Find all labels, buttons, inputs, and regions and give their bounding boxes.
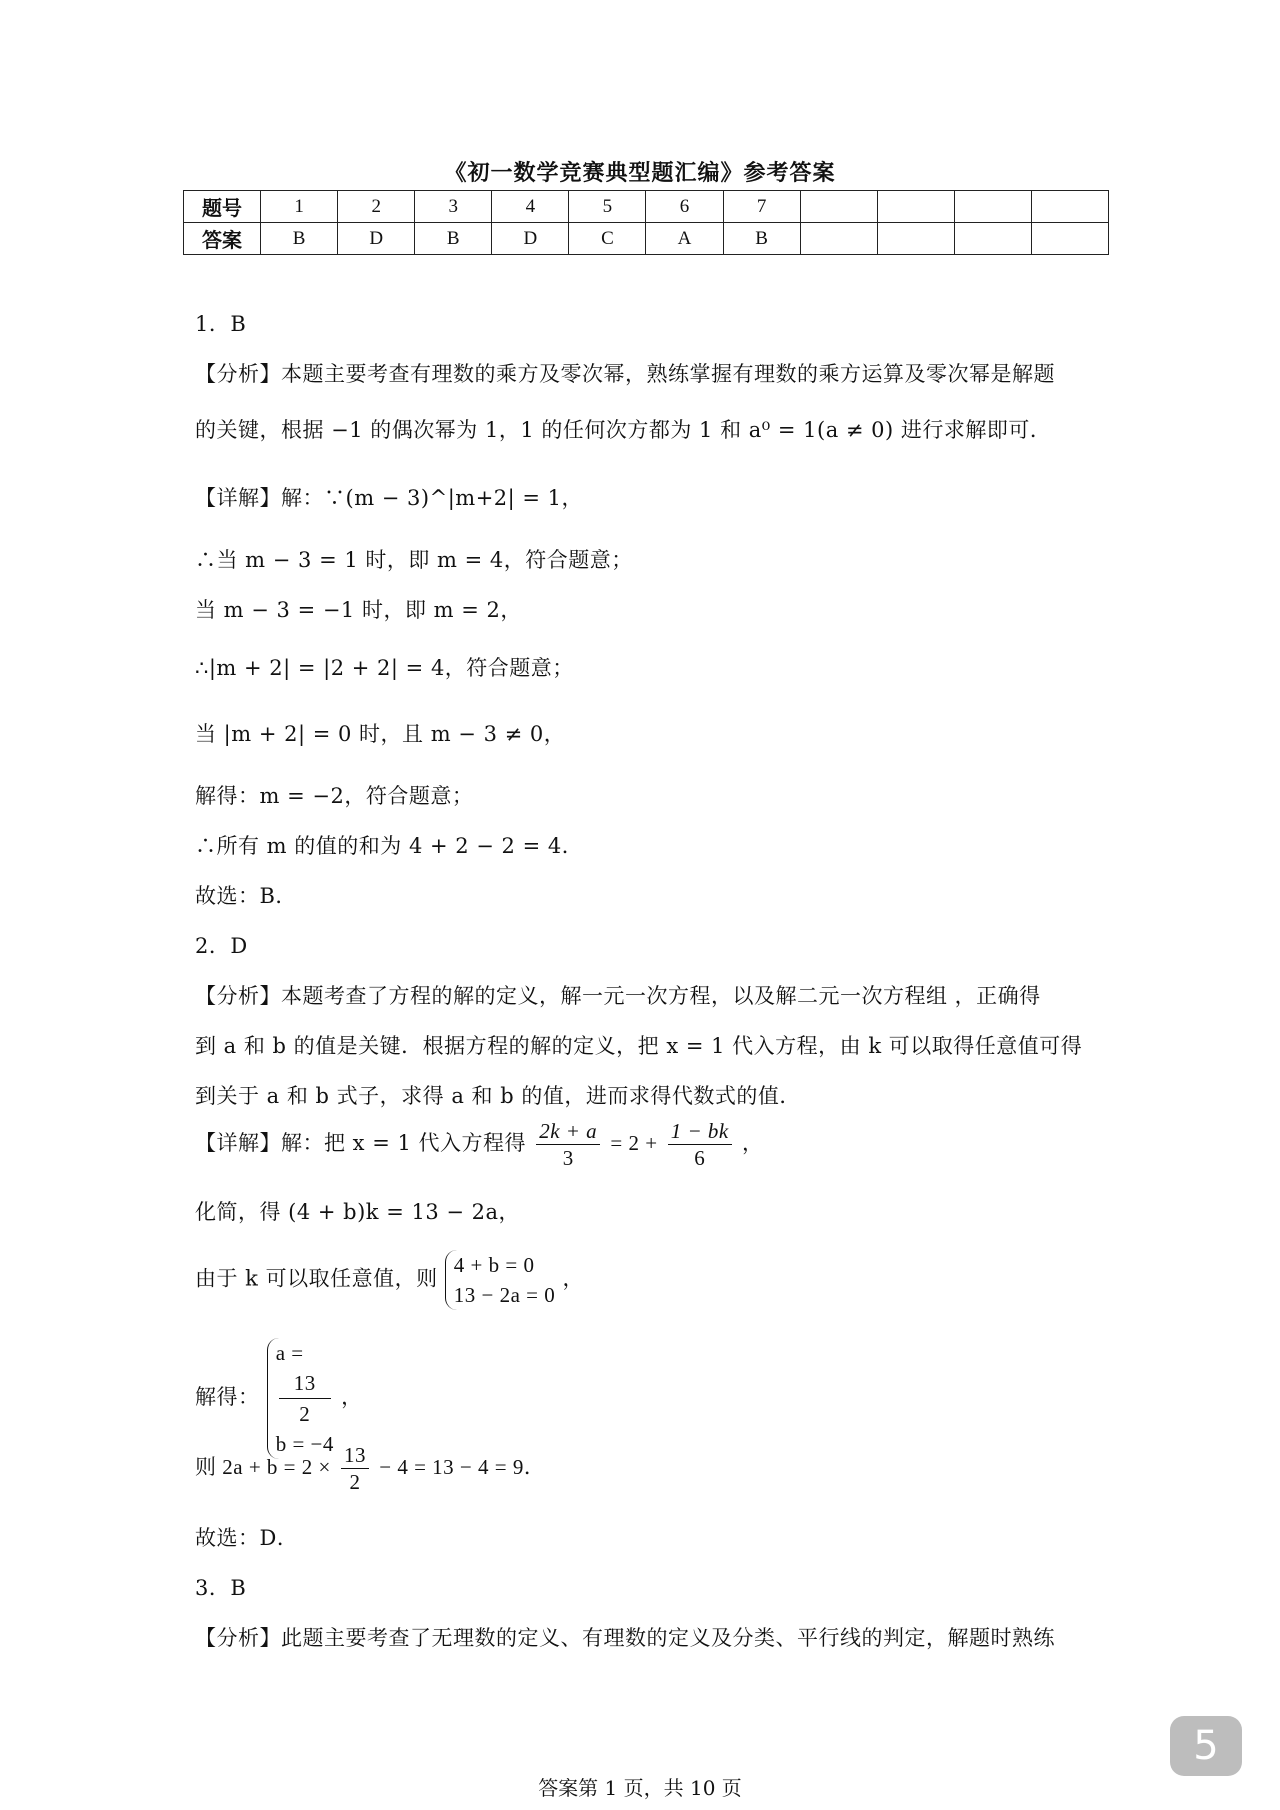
- solution-step: 当 m − 3 = −1 时，即 m = 2，: [195, 598, 522, 622]
- fraction-denominator: 2: [299, 1402, 311, 1426]
- table-cell: 6: [646, 191, 723, 223]
- table-row-label: 答案: [184, 223, 261, 255]
- fraction-denominator: 2: [349, 1470, 361, 1494]
- step-text: 则 2a + b = 2 ×: [195, 1455, 331, 1479]
- solution-step: 当 |m + 2| = 0 时，且 m − 3 ≠ 0，: [195, 722, 566, 746]
- detail-text: ，: [741, 1131, 764, 1155]
- equation: 4 + b = 0: [453, 1253, 535, 1277]
- fraction-numerator: 1 − bk: [668, 1118, 732, 1145]
- fraction: [341, 1442, 369, 1495]
- answer-table: [183, 190, 1109, 255]
- table-cell: A: [646, 223, 723, 255]
- table-cell: 7: [723, 191, 800, 223]
- question-2-heading: 2．D: [195, 934, 248, 958]
- table-row: [184, 223, 1109, 255]
- solution-step: ∴|m + 2| = |2 + 2| = 4，符合题意；: [195, 656, 574, 680]
- fraction-numerator: 2k + a: [536, 1118, 600, 1145]
- step-text: ，: [341, 1385, 363, 1409]
- table-cell: D: [492, 223, 569, 255]
- question-2-analysis: 【分析】本题考查了方程的解的定义，解一元一次方程，以及解二元一次方程组 ，正确得: [195, 984, 1041, 1008]
- detail-text: 【详解】解：把 x = 1 代入方程得: [195, 1131, 526, 1155]
- question-2-analysis: 到 a 和 b 的值是关键．根据方程的解的定义，把 x = 1 代入方程，由 k 可以取得任意值可得: [195, 1034, 1083, 1058]
- table-cell: [800, 191, 877, 223]
- table-cell: 1: [261, 191, 338, 223]
- question-1-analysis: 【分析】本题主要考查有理数的乘方及零次幂，熟练掌握有理数的乘方运算及零次幂是解题: [195, 362, 1055, 386]
- page-number-badge: 5: [1170, 1716, 1242, 1776]
- fraction: [279, 1368, 331, 1429]
- step-text: 解得：: [195, 1385, 260, 1409]
- table-cell: [954, 223, 1031, 255]
- table-cell: [1031, 223, 1108, 255]
- question-1-analysis: 的关键，根据 −1 的偶次幂为 1，1 的任何次方都为 1 和 a⁰ = 1(a ≠ 0) 进行求解即可．: [195, 418, 1052, 442]
- question-1-heading: 1．B: [195, 312, 247, 336]
- fraction-denominator: 3: [562, 1146, 574, 1170]
- table-cell: 5: [569, 191, 646, 223]
- solution-step: [195, 1442, 545, 1495]
- question-2-choice: 故选：D．: [195, 1526, 299, 1550]
- table-cell: [877, 223, 954, 255]
- equation-system: [267, 1338, 334, 1459]
- table-cell: 2: [338, 191, 415, 223]
- fraction: [668, 1118, 732, 1171]
- page-footer: 答案第 1 页，共 10 页: [538, 1776, 742, 1800]
- solution-step: ∴所有 m 的值的和为 4 + 2 − 2 = 4．: [195, 834, 584, 858]
- table-cell: [1031, 191, 1108, 223]
- fraction: [536, 1118, 600, 1171]
- step-text: ，: [562, 1266, 584, 1291]
- table-cell: [954, 191, 1031, 223]
- fraction-denominator: 6: [694, 1146, 706, 1170]
- equation-system: [445, 1250, 556, 1310]
- question-1-choice: 故选：B．: [195, 884, 297, 908]
- table-cell: [877, 191, 954, 223]
- equation-lhs: a =: [275, 1341, 304, 1365]
- question-3-heading: 3．B: [195, 1576, 247, 1600]
- table-cell: B: [415, 223, 492, 255]
- table-cell: [800, 223, 877, 255]
- table-cell: C: [569, 223, 646, 255]
- solution-step: 化简，得 (4 + b)k = 13 − 2a，: [195, 1200, 521, 1224]
- solution-step: [195, 1338, 363, 1459]
- solution-step: [195, 1250, 584, 1310]
- question-1-detail: 【详解】解：∵(m − 3)^|m+2| = 1，: [195, 486, 584, 510]
- table-cell: B: [261, 223, 338, 255]
- fraction-numerator: 13: [341, 1442, 369, 1469]
- table-cell: 4: [492, 191, 569, 223]
- table-row: [184, 191, 1109, 223]
- step-text: − 4 = 13 − 4 = 9．: [379, 1455, 546, 1479]
- question-2-detail: [195, 1118, 763, 1171]
- detail-text: = 2 +: [610, 1131, 658, 1155]
- step-text: 由于 k 可以取任意值，则: [195, 1266, 438, 1291]
- question-3-analysis: 【分析】此题主要考查了无理数的定义、有理数的定义及分类、平行线的判定，解题时熟练: [195, 1626, 1055, 1650]
- table-cell: B: [723, 223, 800, 255]
- table-cell: 3: [415, 191, 492, 223]
- fraction-numerator: 13: [279, 1368, 331, 1399]
- question-2-analysis: 到关于 a 和 b 式子，求得 a 和 b 的值，进而求得代数式的值．: [195, 1084, 801, 1108]
- equation: [276, 1338, 334, 1429]
- table-row-label: 题号: [184, 191, 261, 223]
- page-title: 《初一数学竞赛典型题汇编》参考答案: [444, 161, 836, 186]
- solution-step: ∴当 m − 3 = 1 时，即 m = 4，符合题意；: [195, 548, 633, 572]
- equation: b = −4: [275, 1432, 334, 1456]
- solution-step: 解得：m = −2，符合题意；: [195, 784, 474, 808]
- table-cell: D: [338, 223, 415, 255]
- equation: 13 − 2a = 0: [453, 1283, 556, 1307]
